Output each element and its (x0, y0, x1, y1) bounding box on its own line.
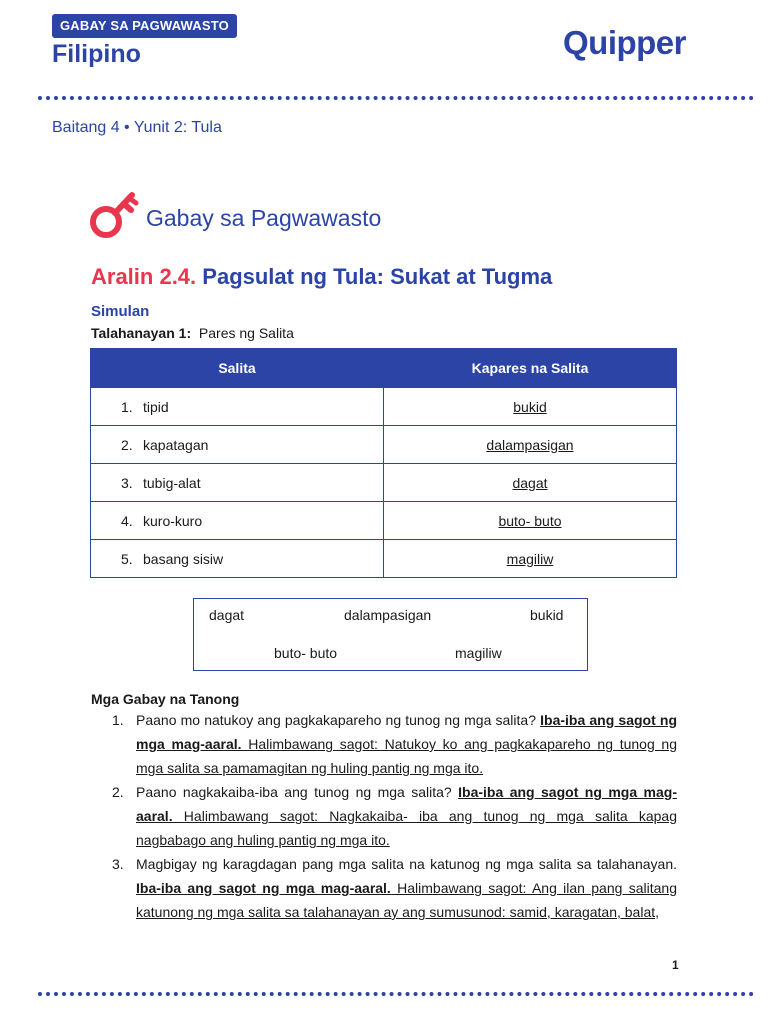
word: tipid (143, 398, 169, 415)
answer-note: Iba-iba ang sagot ng mga mag-aaral. (136, 784, 677, 824)
answer-cell: bukid (384, 388, 677, 426)
word: kuro-kuro (143, 512, 203, 529)
answer-text: Halimbawang sagot: Ang ilan pang salitang katunong ng mga salita sa talahanayan ay ang sumusunod: samid, karagatan, balat, (136, 880, 677, 920)
word-bank-item: dagat (209, 607, 245, 623)
column-header-salita: Salita (91, 349, 384, 388)
question-text: Paano mo natukoy ang pagkakapareho ng tunog ng mga salita? (136, 712, 541, 728)
word-cell (91, 540, 384, 578)
answer-cell: dagat (384, 464, 677, 502)
questions-list (110, 708, 677, 924)
answer-note: Iba-iba ang sagot ng mga mag-aaral. (136, 712, 677, 752)
lesson-number: Aralin 2.4. (91, 264, 197, 289)
row-number: 4. (121, 512, 133, 529)
simulan-heading: Simulan (91, 303, 150, 320)
word-bank (193, 598, 588, 671)
answer-text: Halimbawang sagot: Natukoy ko ang pagkakapareho ng tunog ng mga salita sa pamamagitan ng huling pantig ng mga ito. (136, 736, 677, 776)
table-row (91, 464, 677, 502)
lesson-title: Pagsulat ng Tula: Sukat at Tugma (202, 264, 553, 289)
breadcrumb: Baitang 4 • Yunit 2: Tula (52, 119, 222, 136)
row-number: 1. (121, 398, 133, 415)
question-text: Magbigay ng karagdagan pang mga salita na katunog ng mga salita sa talahanayan. (136, 856, 677, 872)
word-bank-item: buto- buto (274, 645, 338, 661)
page-number: 1 (672, 958, 679, 972)
answer-cell: dalampasigan (384, 426, 677, 464)
key-icon (88, 186, 140, 240)
row-number: 5. (121, 550, 133, 567)
list-item (110, 780, 677, 852)
word-bank-item: bukid (530, 607, 564, 623)
list-item (110, 708, 677, 780)
table-caption-label: Talahanayan 1: (91, 325, 192, 341)
answer-note: Iba-iba ang sagot ng mga mag-aaral. (136, 880, 391, 896)
answer-cell: magiliw (384, 540, 677, 578)
word-cell (91, 388, 384, 426)
questions-heading: Mga Gabay na Tanong (91, 691, 240, 707)
table-row (91, 502, 677, 540)
word-bank-item: magiliw (455, 645, 502, 661)
word: basang sisiw (143, 550, 224, 567)
table-row (91, 426, 677, 464)
question-number: 3. (112, 856, 124, 872)
subject-title: Filipino (52, 40, 141, 68)
question-text: Paano nagkakaiba-iba ang tunog ng mga salita? (136, 784, 459, 800)
word-cell (91, 426, 384, 464)
word: kapatagan (143, 436, 209, 453)
question-number: 2. (112, 784, 124, 800)
row-number: 2. (121, 436, 133, 453)
header-divider (38, 96, 754, 100)
row-number: 3. (121, 474, 133, 491)
table-caption-text: Pares ng Salita (198, 325, 294, 341)
table-row (91, 540, 677, 578)
quipper-logo: Quipper (563, 24, 687, 61)
word-pairs-table (90, 348, 677, 578)
word: tubig-alat (143, 474, 201, 491)
table-row (91, 388, 677, 426)
list-item (110, 852, 677, 924)
question-number: 1. (112, 712, 124, 728)
word-bank-item: dalampasigan (344, 607, 432, 623)
table-caption (91, 325, 294, 341)
word-cell (91, 502, 384, 540)
document-badge: GABAY SA PAGWAWASTO (52, 14, 237, 38)
column-header-kapares: Kapares na Salita (384, 349, 677, 388)
word-cell (91, 464, 384, 502)
footer-divider (38, 992, 754, 996)
lesson-heading (91, 264, 552, 290)
section-title: Gabay sa Pagwawasto (146, 205, 382, 231)
answer-text: Halimbawang sagot: Nagkakaiba- iba ang tunog ng mga salita kapag nagbabago ang huling pantig ng mga ito. (136, 808, 677, 848)
answer-cell: buto- buto (384, 502, 677, 540)
